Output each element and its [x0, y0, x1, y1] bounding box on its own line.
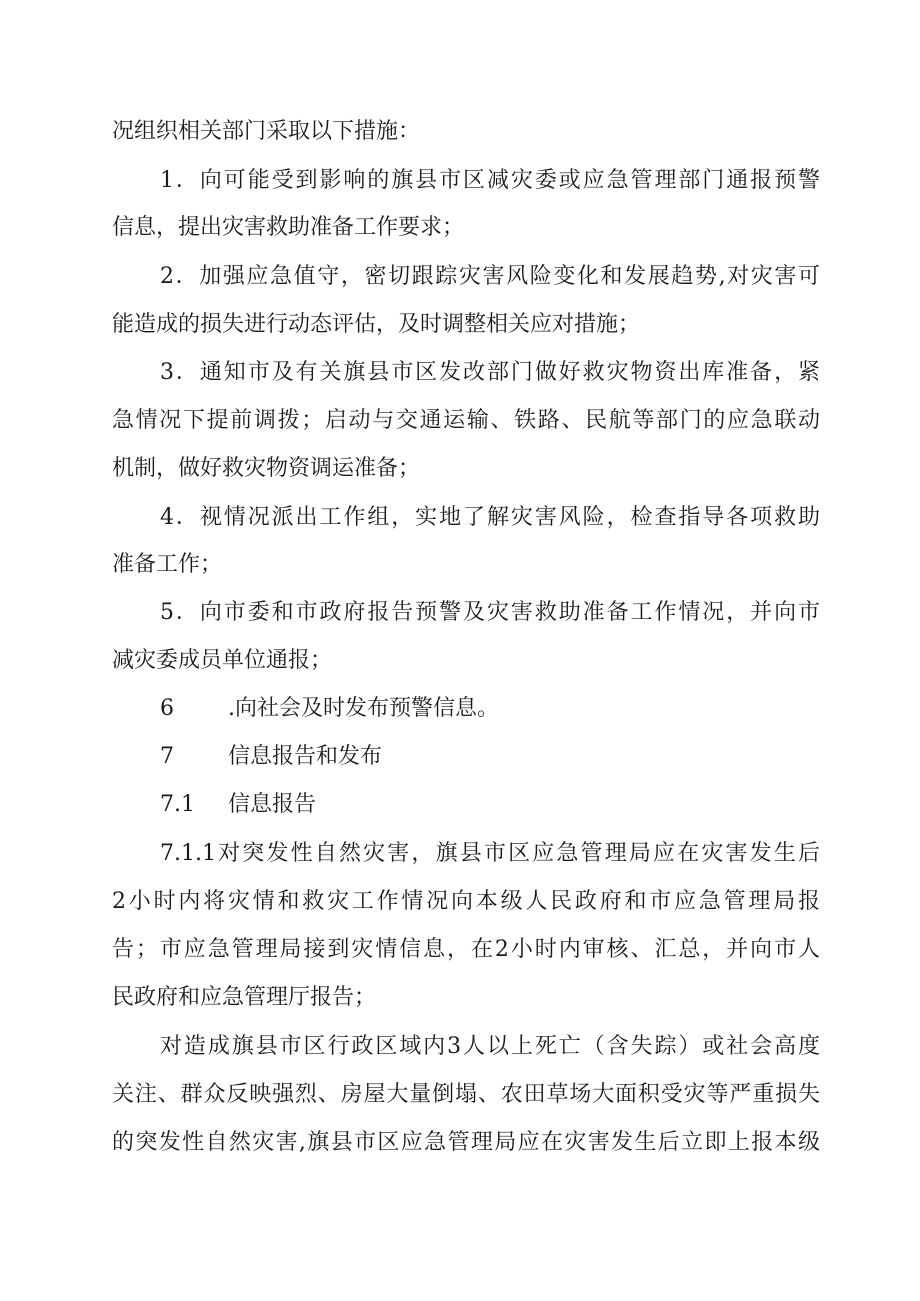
subsection-number: 7.1 [160, 792, 195, 817]
section-heading: 信息报告和发布 [228, 744, 383, 769]
text-line: 信息，提出灾害救助准备工作要求； [112, 215, 465, 240]
subsection-heading: 信息报告 [228, 792, 317, 817]
text-line: 5．向市委和市政府报告预警及灾害救助准备工作情况，并向市 [160, 600, 820, 625]
text-line: 4．视情况派出工作组，实地了解灾害风险，检查指导各项救助 [160, 505, 820, 530]
list-number: 6 [160, 696, 174, 721]
text-line: 1．向可能受到影响的旗县市区减灾委或应急管理部门通报预警 [160, 168, 820, 193]
text-line: 准备工作； [112, 552, 223, 577]
text-line: 的突发性自然灾害,旗县市区应急管理局应在灾害发生后立即上报本级 [112, 1130, 820, 1155]
text-line: 急情况下提前调拨；启动与交通运输、铁路、民航等部门的应急联动 [112, 408, 820, 433]
text-line: .向社会及时发布预警信息。 [228, 696, 499, 721]
text-line: 能造成的损失进行动态评估，及时调整相关应对措施； [112, 312, 641, 337]
text-line: 7.1.1对突发性自然灾害，旗县市区应急管理局应在灾害发生后 [160, 841, 820, 866]
section-number: 7 [160, 744, 174, 769]
text-line: 减灾委成员单位通报； [112, 648, 333, 673]
text-line: 民政府和应急管理厅报告； [112, 985, 377, 1010]
text-line: 告；市应急管理局接到灾情信息，在2小时内审核、汇总，并向市人 [112, 937, 820, 962]
text-line: 2小时内将灾情和救灾工作情况向本级人民政府和市应急管理局报 [112, 889, 820, 914]
text-line: 对造成旗县市区行政区域内3人以上死亡（含失踪）或社会高度 [160, 1034, 820, 1059]
text-line: 况组织相关部门采取以下措施： [112, 119, 421, 144]
text-line: 关注、群众反映强烈、房屋大量倒塌、农田草场大面积受灾等严重损失 [112, 1082, 820, 1107]
text-line: 2．加强应急值守，密切跟踪灾害风险变化和发展趋势,对灾害可 [160, 264, 820, 289]
text-line: 机制，做好救灾物资调运准备； [112, 456, 421, 481]
text-line: 3．通知市及有关旗县市区发改部门做好救灾物资出库准备，紧 [160, 360, 820, 385]
